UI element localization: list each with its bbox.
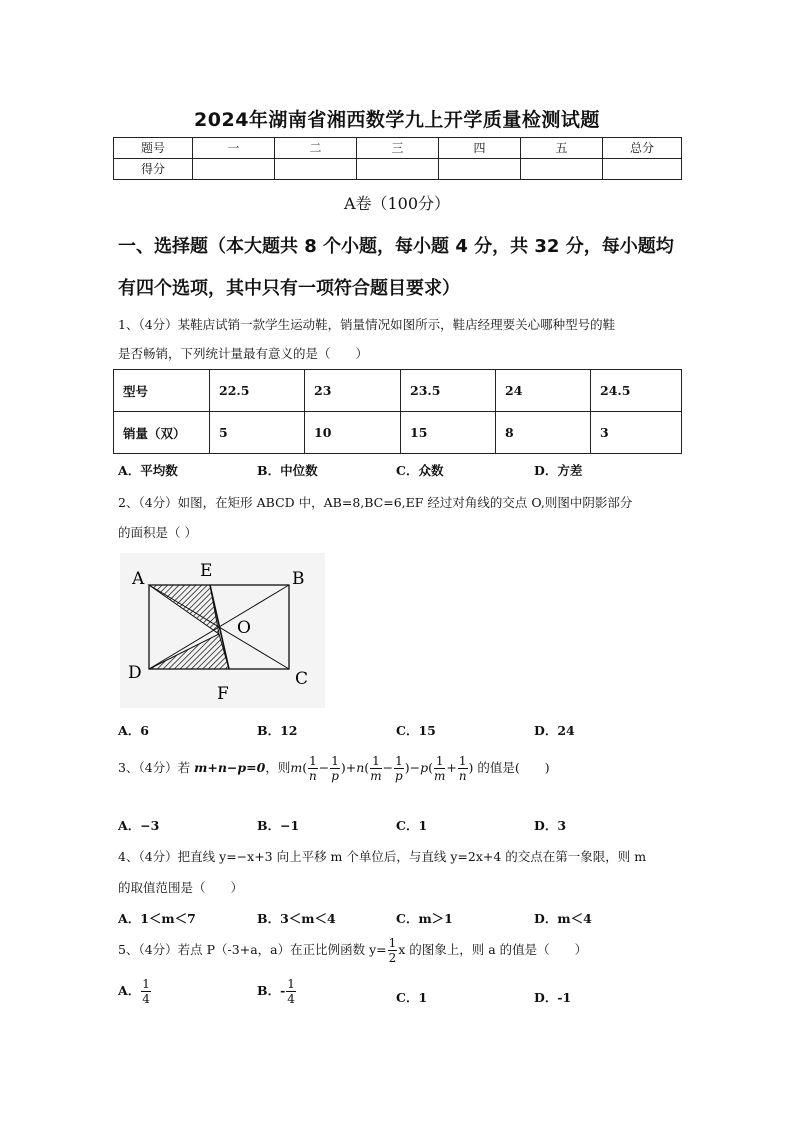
volume-a-heading: A卷（100分） [343, 194, 451, 213]
q5-option-d[interactable]: D．-1 [534, 990, 572, 1005]
q5-text [118, 937, 587, 964]
q1-text-line2: 是否畅销，下列统计量最有意义的是（ ） [118, 346, 369, 361]
fraction [370, 755, 381, 782]
table-row [114, 370, 682, 412]
q2-text-line2: 的面积是（ ） [118, 525, 197, 540]
q4-option-a[interactable]: A．1＜m＜7 [118, 911, 196, 926]
q3-prefix: 3、（4分）若 [118, 760, 191, 775]
q3-condition: m+n−p=0 [194, 760, 266, 775]
denominator: 4 [287, 992, 295, 1006]
numerator: 1 [142, 977, 150, 991]
score-input-cell[interactable] [603, 159, 682, 180]
q2-option-c[interactable]: C．15 [396, 723, 436, 738]
q5-suffix: x 的图象上，则 a 的值是（ ） [398, 942, 588, 957]
option-label: A． [118, 983, 141, 998]
q3-suffix: 的值是( ) [477, 760, 550, 775]
label-f: F [217, 684, 229, 704]
q3-text: 3、（4分）若 m+n−p=0，则m( $\frac{1}{n}$ − $\frac{1}{p}$ )+n( $\frac{1}{m}$ − $\frac{1}{p}$ )−p( $\frac{1}{m}$ + $\frac{1}{n}$ ) 的值是( ) [118, 754, 550, 783]
label-c: C [295, 669, 309, 689]
var-n: n [356, 760, 365, 775]
q1-text-line1: 1、（4分）某鞋店试销一款学生运动鞋，销量情况如图所示，鞋店经理要关心哪种型号的鞋 [118, 317, 616, 332]
q4-option-b[interactable]: B．3＜m＜4 [257, 911, 336, 926]
label-e: E [200, 561, 213, 581]
denominator: p [395, 769, 403, 783]
table-cell: 一 [193, 138, 275, 159]
label-a: A [132, 569, 145, 589]
numerator: 1 [331, 754, 339, 768]
table-cell: 题号 [114, 138, 193, 159]
numerator: 1 [388, 936, 397, 950]
section-heading-line1: 一、选择题（本大题共 8 个小题，每小题 4 分，共 32 分，每小题均 [118, 236, 674, 257]
denominator: 4 [142, 992, 150, 1006]
q2-option-b[interactable]: B．12 [257, 723, 298, 738]
numerator: 1 [395, 754, 403, 768]
fraction [394, 755, 404, 782]
table-cell: 总分 [603, 138, 682, 159]
q5-prefix: 5、（4分）若点 P（-3+a，a）在正比例函数 y= [118, 942, 387, 957]
numerator: 1 [309, 754, 317, 768]
table-cell: 得分 [114, 159, 193, 180]
table-cell: 型号 [114, 370, 210, 412]
denominator: m [433, 769, 446, 783]
fraction [330, 755, 340, 782]
minus-sign: − [318, 760, 330, 775]
denominator: n [309, 769, 317, 783]
table-cell: 8 [496, 412, 591, 454]
denominator: m [370, 769, 382, 783]
q1-option-d[interactable]: D．方差 [534, 463, 583, 478]
q4-option-d[interactable]: D．m＜4 [534, 911, 592, 926]
label-d: D [128, 663, 142, 683]
q4-text-line1: 4、（4分）把直线 y=−x+3 向上平移 m 个单位后，与直线 y=2x+4 的交点在第一象限，则 m [118, 849, 647, 864]
q1-option-c[interactable]: C．众数 [396, 463, 444, 478]
table-cell: 四 [439, 138, 521, 159]
score-input-cell[interactable] [357, 159, 439, 180]
numerator: 1 [458, 754, 467, 768]
minus-sign: − [409, 760, 421, 775]
denominator: n [458, 769, 467, 783]
table-row [114, 138, 682, 159]
q4-option-c[interactable]: C．m＞1 [396, 911, 453, 926]
q3-option-b[interactable]: B．−1 [257, 818, 300, 833]
denominator: p [331, 769, 339, 783]
plus-sign: + [446, 760, 457, 775]
section-heading-line2: 有四个选项，其中只有一项符合题目要求） [118, 278, 460, 299]
table-cell: 5 [210, 412, 305, 454]
q1-option-b[interactable]: B．中位数 [257, 463, 318, 478]
table-cell: 3 [591, 412, 682, 454]
q2-option-d[interactable]: D．24 [534, 723, 575, 738]
label-o: O [237, 618, 251, 638]
q3-option-d[interactable]: D．3 [534, 818, 567, 833]
var-m: m [290, 760, 303, 775]
label-b: B [292, 569, 305, 589]
table-cell: 22.5 [210, 370, 305, 412]
q3-mid: ，则 [265, 760, 291, 775]
table-row [114, 412, 682, 454]
table-cell: 23.5 [401, 370, 496, 412]
q5-option-b[interactable] [257, 978, 297, 1005]
table-cell: 24 [496, 370, 591, 412]
table-cell: 24.5 [591, 370, 682, 412]
numerator: 1 [287, 977, 295, 991]
score-table [113, 137, 682, 180]
q5-option-a[interactable] [118, 978, 152, 1005]
var-p: p [420, 760, 429, 775]
score-input-cell[interactable] [193, 159, 275, 180]
denominator: 2 [388, 951, 397, 965]
table-cell: 10 [305, 412, 401, 454]
fraction [434, 755, 445, 782]
score-input-cell[interactable] [439, 159, 521, 180]
table-cell: 23 [305, 370, 401, 412]
table-cell: 二 [275, 138, 357, 159]
table-row [114, 159, 682, 180]
score-input-cell[interactable] [521, 159, 603, 180]
q3-option-a[interactable]: A．−3 [118, 818, 160, 833]
q5-option-c[interactable]: C．1 [396, 990, 428, 1005]
table-cell: 五 [521, 138, 603, 159]
plus-sign: + [345, 760, 357, 775]
sales-table [113, 369, 682, 454]
numerator: 1 [372, 754, 380, 768]
q2-text-line1: 2、（4分）如图，在矩形 ABCD 中，AB=8,BC=6,EF 经过对角线的交点 O,则图中阴影部分 [118, 495, 633, 510]
q1-option-a[interactable]: A．平均数 [118, 463, 178, 478]
table-cell: 销量（双） [114, 412, 210, 454]
q3-option-c[interactable]: C．1 [396, 818, 428, 833]
fraction [141, 978, 151, 1005]
fraction [388, 937, 398, 964]
fraction [308, 755, 318, 782]
table-cell: 三 [357, 138, 439, 159]
q2-option-a[interactable]: A．6 [118, 723, 149, 738]
table-cell: 15 [401, 412, 496, 454]
fraction [286, 978, 296, 1005]
score-input-cell[interactable] [275, 159, 357, 180]
option-label: B．- [257, 983, 286, 998]
rectangle-figure [120, 553, 325, 708]
q4-text-line2: 的取值范围是（ ） [118, 880, 244, 895]
minus-sign: − [382, 760, 394, 775]
numerator: 1 [435, 754, 444, 768]
page-title: 2024年湖南省湘西数学九上开学质量检测试题 [194, 109, 600, 131]
fraction [458, 755, 468, 782]
